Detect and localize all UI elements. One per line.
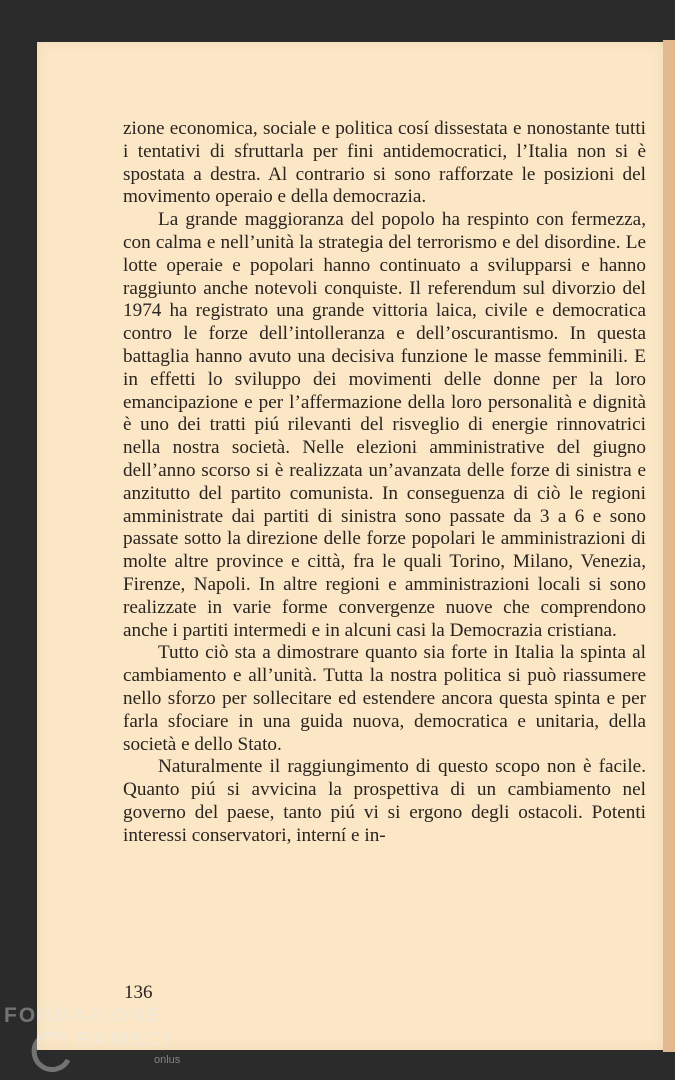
- page-edge: [663, 40, 675, 1052]
- watermark-logo: [4, 1004, 181, 1080]
- watermark-g-icon: [30, 1030, 74, 1074]
- paragraph-3: Tutto ciò sta a dimostrare quanto sia forte in Italia la spinta al cambiamento e all’unità. Tutta la nostra politica si può riassumere nello sforzo per sollecitare ed estendere ancora questa spinta e per farla sfociare in una guida nuova, democratica e unitaria, della società e dello Stato.: [123, 642, 646, 755]
- watermark-line-1: FONDAZIONE: [4, 1004, 163, 1027]
- paragraph-4: Naturalmente il raggiungimento di questo scopo non è facile. Quanto piú si avvicina la prospettiva di un cambiamento nel governo del paese, tanto piú vi si ergono degli ostacoli. Potenti interessi conservatori, interní e in-: [123, 756, 646, 846]
- paragraph-2: La grande maggioranza del popolo ha respinto con fermezza, con calma e nell’unità la strategia del terrorismo e del disordine. Le lotte operaie e popolari hanno continuato a svilupparsi e hanno raggiunto anche notevoli conquiste. Il referendum sul divorzio del 1974 ha registrato una grande vittoria laica, civile e democratica contro le forze dell’intolleranza e dell’oscurantismo. In questa battaglia hanno avuto una decisiva funzione le masse femminili. E in effetti lo sviluppo dei movimenti delle donne per la loro emancipazione e per l’affermazione della loro personalità e dignità è uno dei tratti piú rilevanti del risveglio di energie rinnovatrici nella nostra società. Nelle elezioni amministrative del giugno dell’anno scorso si è realizzata un’avanzata delle forze di sinistra e anzitutto del partito comunista. In conseguenza di ciò le regioni amministrate dai partiti di sinistra sono passate da 3 a 6 e sono passate sotto la direzione delle forze popolari le amministrazioni di molte altre province e città, fra le quali Torino, Milano, Venezia, Firenze, Napoli. In altre regioni e amministrazioni locali si sono realizzate in varie forme convergenze nuove che comprendono anche i partiti intermedi e in alcuni casi la Democrazia cristiana.: [123, 209, 646, 641]
- watermark-line-2: RAMSCI: [76, 1028, 171, 1051]
- paragraph-1: zione economica, sociale e politica cosí dissestata e nonostante tutti i tentativi di sfruttarla per fini antidemocratici, l’Italia non si è spostata a destra. Al contrario si sono rafforzate le posizioni del movimento operaio e della democrazia.: [123, 118, 646, 208]
- page-number: 136: [124, 982, 153, 1003]
- body-text: [123, 118, 646, 848]
- watermark-line-3: onlus: [154, 1054, 181, 1066]
